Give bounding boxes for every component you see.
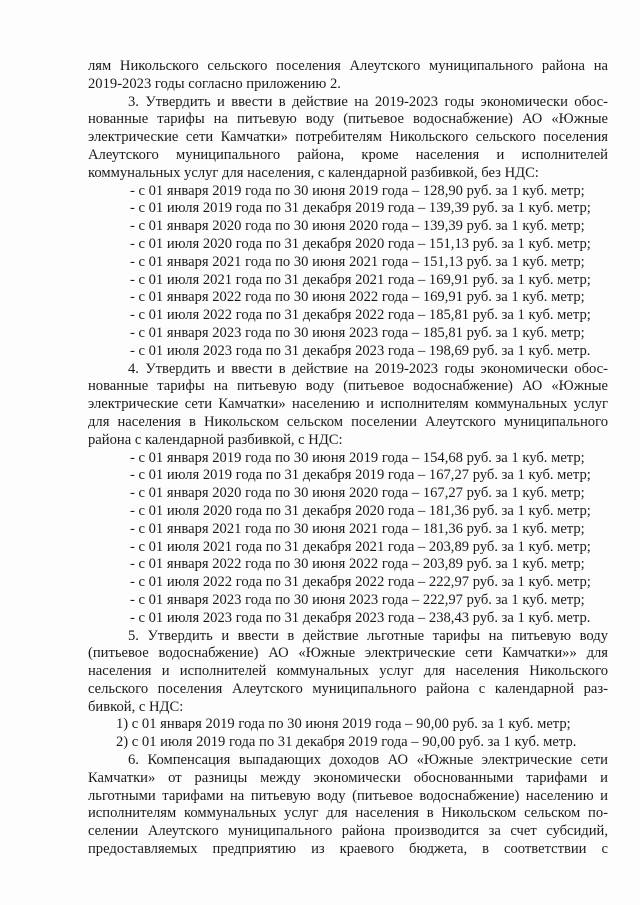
document-line: исполнителям коммунальных услуг для населения в Никольском сельском по- [88,805,608,822]
document-line: - с 01 января 2022 года по 30 июня 2022 года – 203,89 руб. за 1 куб. метр; [130,556,585,573]
document-line: - с 01 июля 2020 года по 31 декабря 2020 года – 151,13 руб. за 1 куб. метр; [130,235,591,252]
document-line: - с 01 января 2019 года по 30 июня 2019 года – 154,68 руб. за 1 куб. метр; [130,449,585,466]
document-line: 6. Компенсация выпадающих доходов АО «Южные электрические сети [128,752,608,769]
document-line: населения и исполнителей коммунальных услуг для населения Никольского [88,663,608,680]
document-line: - с 01 июля 2022 года по 31 декабря 2022 года – 185,81 руб. за 1 куб. метр; [130,307,591,324]
document-line: сельского поселения Алеутского муниципального района с календарной раз- [88,680,608,697]
document-line: - с 01 июля 2020 года по 31 декабря 2020 года – 181,36 руб. за 1 куб. метр; [130,502,591,519]
document-line: - с 01 июля 2023 года по 31 декабря 2023 года – 198,69 руб. за 1 куб. метр. [130,342,591,359]
document-line: 2) с 01 июля 2019 года по 31 декабря 2019 года – 90,00 руб. за 1 куб. метр. [116,734,577,751]
document-line: 2019-2023 годы согласно приложению 2. [88,75,341,92]
document-line: 3. Утвердить и ввести в действие на 2019-2023 годы экономически обос- [128,93,608,110]
document-line: нованные тарифы на питьевую воду (питьевое водоснабжение) АО «Южные [88,111,608,128]
document-line: Камчатки» от разницы между экономически обоснованными тарифами и [88,769,608,786]
document-line: - с 01 июля 2021 года по 31 декабря 2021 года – 169,91 руб. за 1 куб. метр; [130,271,591,288]
document-line: бивкой, с НДС: [88,698,184,715]
document-body [88,58,608,859]
document-line: Алеутского муниципального района, кроме населения и исполнителей [88,146,608,163]
document-line: - с 01 июля 2023 года по 31 декабря 2023 года – 238,43 руб. за 1 куб. метр. [130,609,591,626]
document-line: - с 01 июля 2019 года по 31 декабря 2019 года – 139,39 руб. за 1 куб. метр; [130,200,591,217]
document-line: для населения в Никольском сельском поселении Алеутского муниципального [88,413,608,430]
document-line: (питьевое водоснабжение) АО «Южные электрические сети Камчатки»» для [88,645,608,662]
document-line: предоставляемых предприятию из краевого бюджета, в соответствии с [88,841,608,858]
document-line: 5. Утвердить и ввести в действие льготные тарифы на питьевую воду [128,627,608,644]
document-line: - с 01 января 2021 года по 30 июня 2021 года – 181,36 руб. за 1 куб. метр; [130,520,585,537]
document-line: - с 01 января 2020 года по 30 июня 2020 года – 167,27 руб. за 1 куб. метр; [130,485,585,502]
document-line: - с 01 января 2020 года по 30 июня 2020 года – 139,39 руб. за 1 куб. метр; [130,218,585,235]
document-line: лям Никольского сельского поселения Алеутского муниципального района на [88,58,608,74]
document-line: 1) с 01 января 2019 года по 30 июня 2019 года – 90,00 руб. за 1 куб. метр; [116,716,571,733]
document-line: льготными тарифами на питьевую воду (питьевое водоснабжение) населению и [88,787,608,804]
document-line: электрические сети Камчатки» населению и исполнителям коммунальных услуг [88,396,608,413]
document-line: селении Алеутского муниципального района производится за счет субсидий, [88,823,608,840]
document-line: - с 01 июля 2021 года по 31 декабря 2021 года – 203,89 руб. за 1 куб. метр; [130,538,591,555]
document-line: коммунальных услуг для населения, с календарной разбивкой, без НДС: [88,164,539,181]
document-line: - с 01 июля 2022 года по 31 декабря 2022 года – 222,97 руб. за 1 куб. метр; [130,574,591,591]
document-line: - с 01 января 2023 года по 30 июня 2023 года – 185,81 руб. за 1 куб. метр; [130,324,585,341]
document-line: - с 01 июля 2019 года по 31 декабря 2019 года – 167,27 руб. за 1 куб. метр; [130,467,591,484]
document-line: - с 01 января 2019 года по 30 июня 2019 года – 128,90 руб. за 1 куб. метр; [130,182,585,199]
document-line: - с 01 января 2023 года по 30 июня 2023 года – 222,97 руб. за 1 куб. метр; [130,591,585,608]
document-line: электрические сети Камчатки» потребителям Никольского сельского поселения [88,129,608,146]
document-line: нованные тарифы на питьевую воду (питьевое водоснабжение) АО «Южные [88,378,608,395]
document-line: района с календарной разбивкой, с НДС: [88,431,343,448]
document-line: - с 01 января 2021 года по 30 июня 2021 года – 151,13 руб. за 1 куб. метр; [130,253,585,270]
document-line: 4. Утвердить и ввести в действие на 2019-2023 годы экономически обос- [128,360,608,377]
document-line: - с 01 января 2022 года по 30 июня 2022 года – 169,91 руб. за 1 куб. метр; [130,289,585,306]
